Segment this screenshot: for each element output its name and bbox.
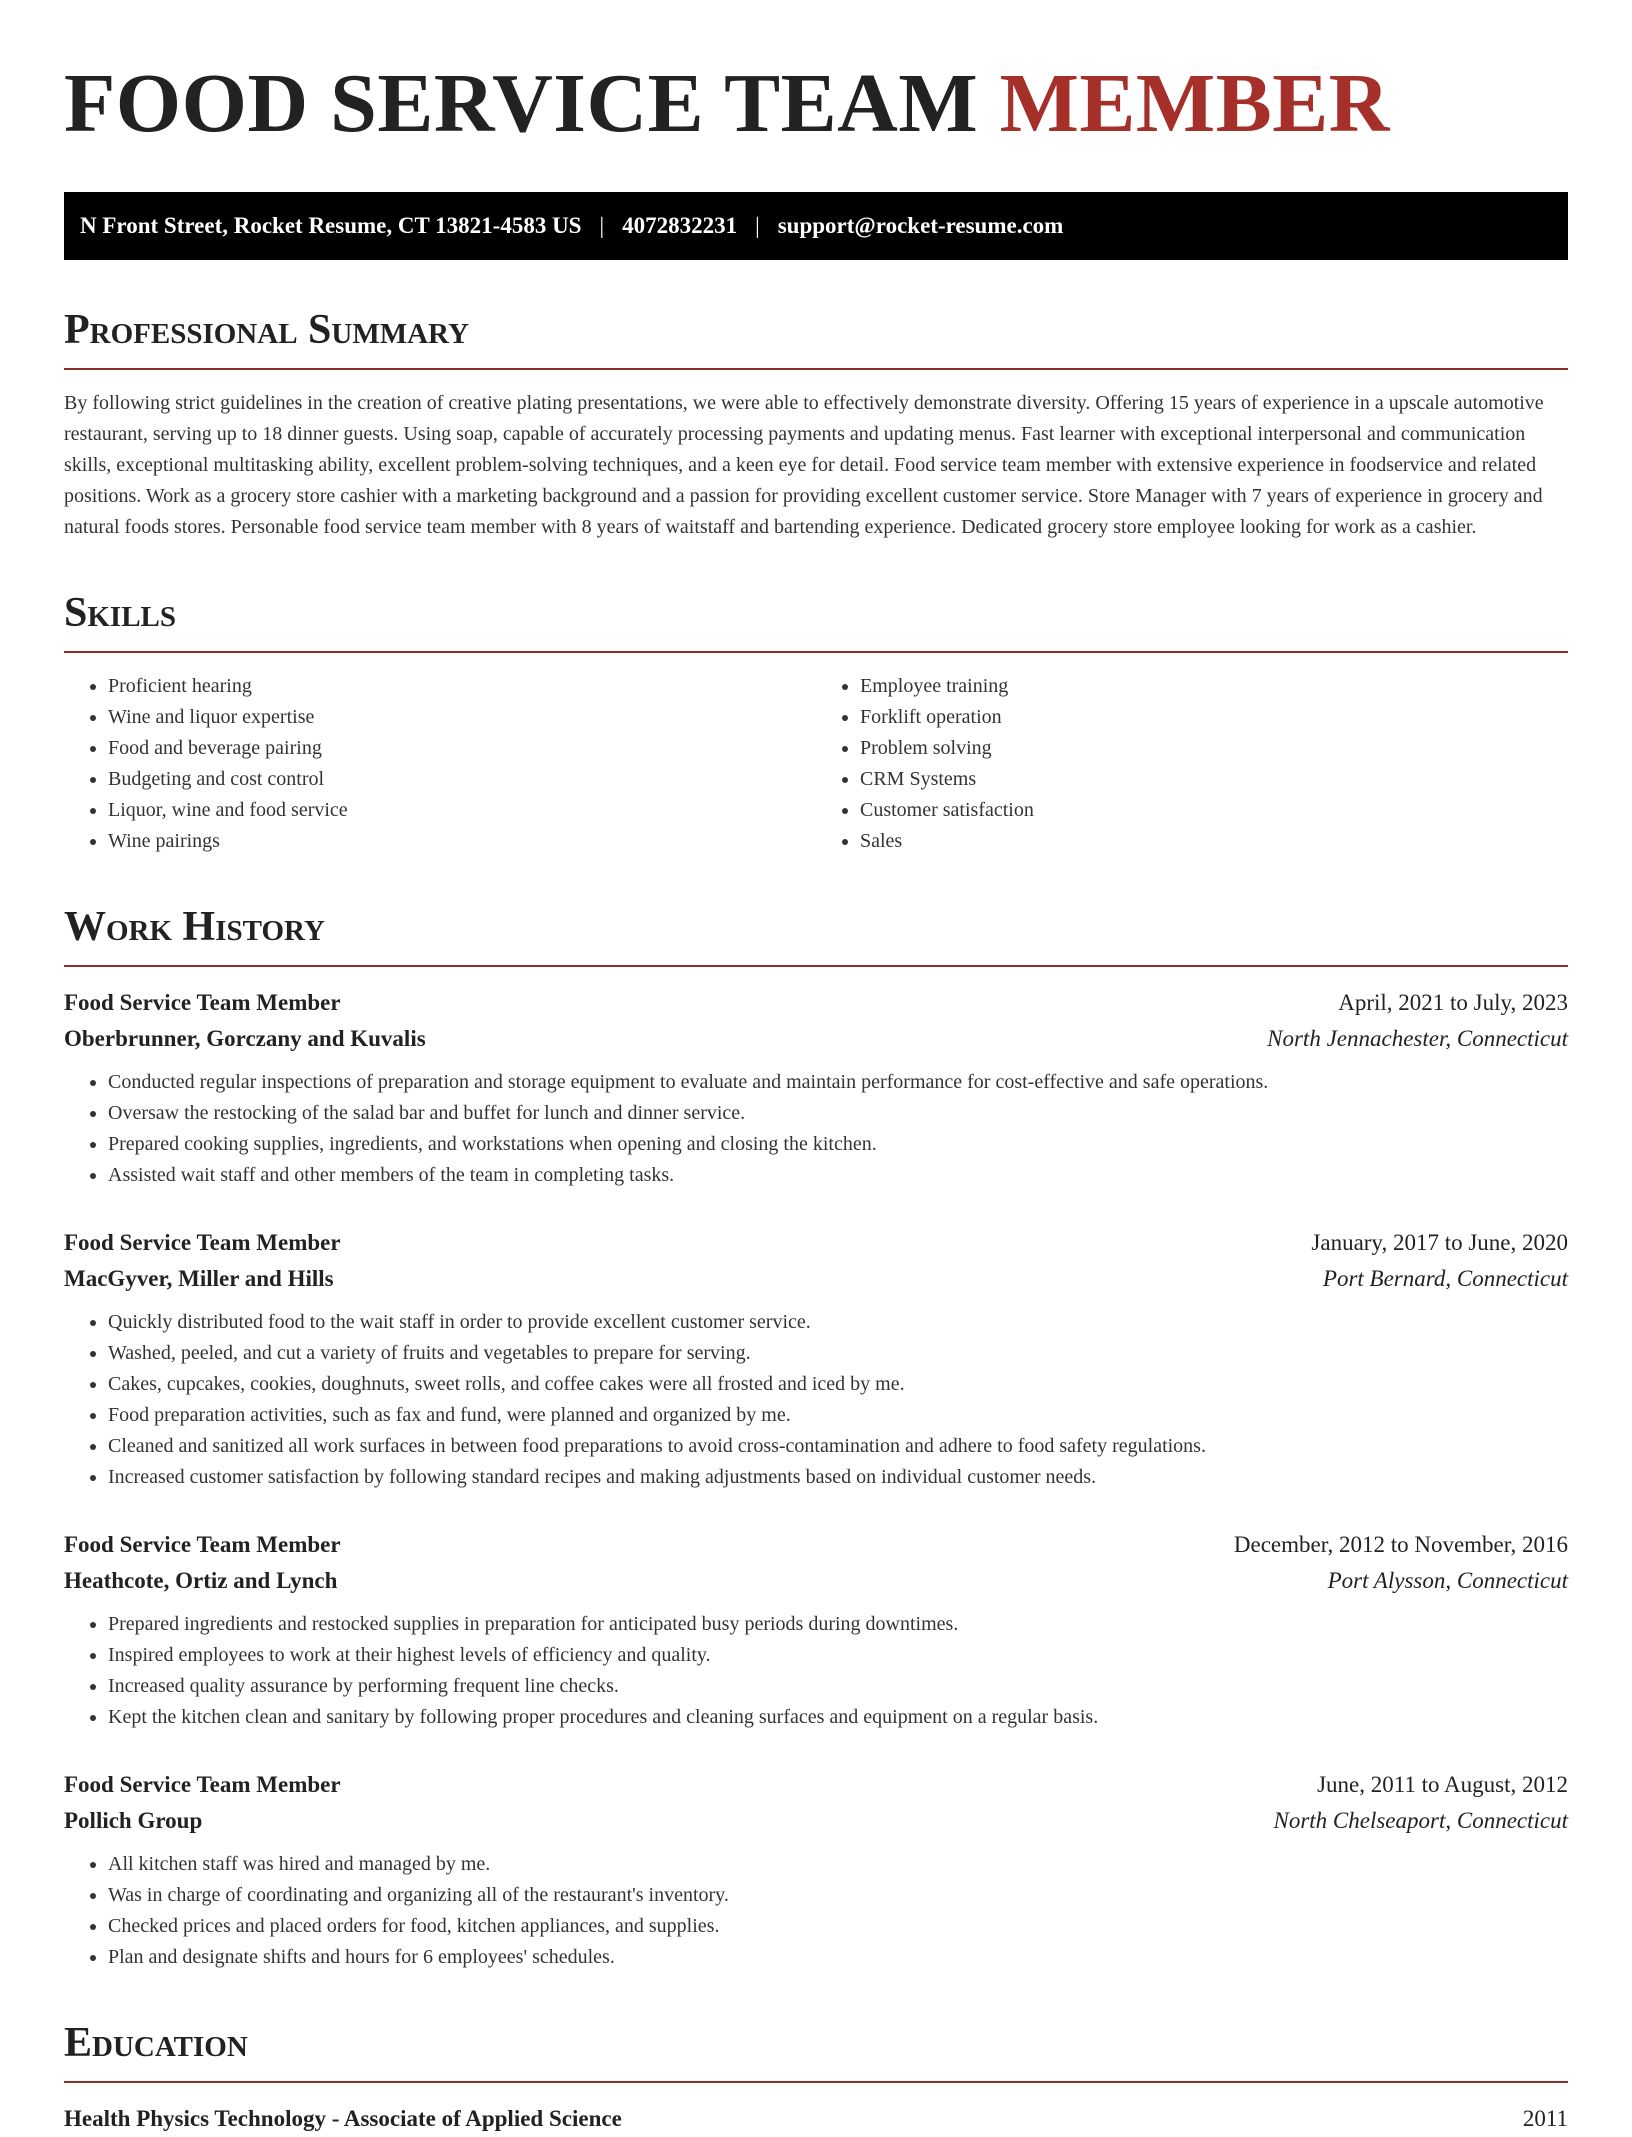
- job-company: Pollich Group: [64, 1808, 203, 1833]
- contact-address: N Front Street, Rocket Resume, CT 13821-4583 US: [80, 213, 582, 238]
- contact-separator: |: [599, 213, 605, 238]
- education-section: [64, 2019, 1568, 2137]
- skills-column-left: [64, 671, 816, 857]
- job-bullet: • Assisted wait staff and other members of the team in completing tasks.: [108, 1160, 1568, 1191]
- section-divider: [64, 651, 1568, 653]
- section-divider: [64, 368, 1568, 370]
- summary-text: By following strict guidelines in the creation of creative plating presentations, we were able to effectively demonstrate diversity. Offering 15 years of experience in a upscale automotive restaurant, serving up to 18 dinner guests. Using soap, capable of accurately processing payments and updating menus. Fast learner with exceptional interpersonal and communication skills, exceptional multitasking ability, excellent problem-solving techniques, and a keen eye for detail. Food service team member with extensive experience in foodservice and related positions. Work as a grocery store cashier with a marketing background and a passion for providing excellent customer service. Store Manager with 7 years of experience in grocery and natural foods stores. Personable food service team member with 8 years of waitstaff and bartending experience. Dedicated grocery store employee looking for work as a cashier.: [64, 392, 1544, 538]
- job-bullet: • Oversaw the restocking of the salad bar and buffet for lunch and dinner service.: [108, 1098, 1568, 1129]
- job-bullet: • Food preparation activities, such as fax and fund, were planned and organized by me.: [108, 1400, 1568, 1431]
- job-company: Heathcote, Ortiz and Lynch: [64, 1568, 338, 1593]
- summary-section: [64, 306, 1568, 543]
- work-history-section: [64, 903, 1568, 1973]
- skill-item: • Budgeting and cost control: [108, 764, 816, 795]
- skill-item: • Wine and liquor expertise: [108, 702, 816, 733]
- name-accent: MEMBER: [999, 57, 1390, 150]
- job-bullet: • Checked prices and placed orders for food, kitchen appliances, and supplies.: [108, 1911, 1568, 1942]
- job-company-row: [64, 1563, 1568, 1599]
- skills-section: [64, 589, 1568, 857]
- job-bullet: • Cleaned and sanitized all work surfaces in between food preparations to avoid cross-contamination and adhere to food safety regulations.: [108, 1431, 1568, 1462]
- job-bullet: • Quickly distributed food to the wait staff in order to provide excellent customer service.: [108, 1307, 1568, 1338]
- job-bullet: • Kept the kitchen clean and sanitary by following proper procedures and cleaning surfaces and equipment on a regular basis.: [108, 1702, 1568, 1733]
- job-company-row: [64, 1021, 1568, 1057]
- skills-column-right: [816, 671, 1568, 857]
- job-company-row: [64, 1261, 1568, 1297]
- job-company: Oberbrunner, Gorczany and Kuvalis: [64, 1026, 426, 1051]
- job-title: Food Service Team Member: [64, 1230, 341, 1255]
- job-bullet: • Inspired employees to work at their highest levels of efficiency and quality.: [108, 1640, 1568, 1671]
- job-location: Port Bernard, Connecticut: [1322, 1266, 1568, 1291]
- education-degree: Health Physics Technology - Associate of Applied Science: [64, 2106, 622, 2131]
- section-divider: [64, 965, 1568, 967]
- job-bullet: • Washed, peeled, and cut a variety of fruits and vegetables to prepare for serving.: [108, 1338, 1568, 1369]
- job-title: Food Service Team Member: [64, 990, 341, 1015]
- skill-item: • CRM Systems: [860, 764, 1568, 795]
- job-bullet: • Conducted regular inspections of preparation and storage equipment to evaluate and maintain performance for cost-effective and safe operations.: [108, 1067, 1568, 1098]
- job-bullet: • Prepared cooking supplies, ingredients, and workstations when opening and closing the kitchen.: [108, 1129, 1568, 1160]
- job-entry: [64, 1767, 1568, 1973]
- job-bullet: • Was in charge of coordinating and organizing all of the restaurant's inventory.: [108, 1880, 1568, 1911]
- job-bullet-list: [64, 1609, 1568, 1733]
- job-bullet: • Prepared ingredients and restocked supplies in preparation for anticipated busy periods during downtimes.: [108, 1609, 1568, 1640]
- skill-item: • Proficient hearing: [108, 671, 816, 702]
- skill-item: • Problem solving: [860, 733, 1568, 764]
- job-bullet: • Increased quality assurance by performing frequent line checks.: [108, 1671, 1568, 1702]
- contact-phone: 4072832231: [622, 213, 738, 238]
- job-location: North Chelseaport, Connecticut: [1273, 1808, 1568, 1833]
- contact-bar: [64, 192, 1568, 260]
- skills-grid: [64, 671, 1568, 857]
- job-location: Port Alysson, Connecticut: [1327, 1568, 1568, 1593]
- skill-item: • Sales: [860, 826, 1568, 857]
- job-bullet: • All kitchen staff was hired and managed by me.: [108, 1849, 1568, 1880]
- job-bullet: • Plan and designate shifts and hours for 6 employees' schedules.: [108, 1942, 1568, 1973]
- job-dates: January, 2017 to June, 2020: [1311, 1230, 1568, 1255]
- contact-separator: |: [755, 213, 760, 238]
- skills-heading: Skills: [64, 590, 177, 636]
- job-bullet-list: [64, 1307, 1568, 1493]
- job-title: Food Service Team Member: [64, 1532, 341, 1557]
- job-location: North Jennachester, Connecticut: [1267, 1026, 1568, 1051]
- job-header-row: [64, 1225, 1568, 1261]
- section-divider: [64, 2081, 1568, 2083]
- skill-item: • Employee training: [860, 671, 1568, 702]
- job-entry: [64, 1225, 1568, 1493]
- candidate-name: [64, 58, 1568, 150]
- work-history-heading: Work History: [64, 904, 325, 950]
- skill-item: • Forklift operation: [860, 702, 1568, 733]
- skill-item: • Food and beverage pairing: [108, 733, 816, 764]
- job-bullet: • Increased customer satisfaction by following standard recipes and making adjustments based on individual customer needs.: [108, 1462, 1568, 1493]
- skill-item: • Wine pairings: [108, 826, 816, 857]
- skill-item: • Customer satisfaction: [860, 795, 1568, 826]
- education-entry: [64, 2101, 1568, 2137]
- name-primary: FOOD SERVICE TEAM: [64, 57, 979, 150]
- job-header-row: [64, 985, 1568, 1021]
- job-bullet: • Cakes, cupcakes, cookies, doughnuts, sweet rolls, and coffee cakes were all frosted and iced by me.: [108, 1369, 1568, 1400]
- education-year: 2011: [1522, 2106, 1568, 2131]
- job-bullet-list: [64, 1849, 1568, 1973]
- job-header-row: [64, 1527, 1568, 1563]
- job-bullet-list: [64, 1067, 1568, 1191]
- contact-email: support@rocket-resume.com: [777, 213, 1064, 238]
- job-dates: June, 2011 to August, 2012: [1317, 1772, 1568, 1797]
- education-heading: Education: [64, 2020, 248, 2066]
- job-dates: December, 2012 to November, 2016: [1233, 1532, 1568, 1557]
- summary-heading: Professional Summary: [64, 307, 469, 353]
- skill-item: • Liquor, wine and food service: [108, 795, 816, 826]
- job-title: Food Service Team Member: [64, 1772, 341, 1797]
- job-company-row: [64, 1803, 1568, 1839]
- job-dates: April, 2021 to July, 2023: [1338, 990, 1568, 1015]
- job-header-row: [64, 1767, 1568, 1803]
- job-entry: [64, 985, 1568, 1191]
- job-company: MacGyver, Miller and Hills: [64, 1266, 334, 1291]
- job-entry: [64, 1527, 1568, 1733]
